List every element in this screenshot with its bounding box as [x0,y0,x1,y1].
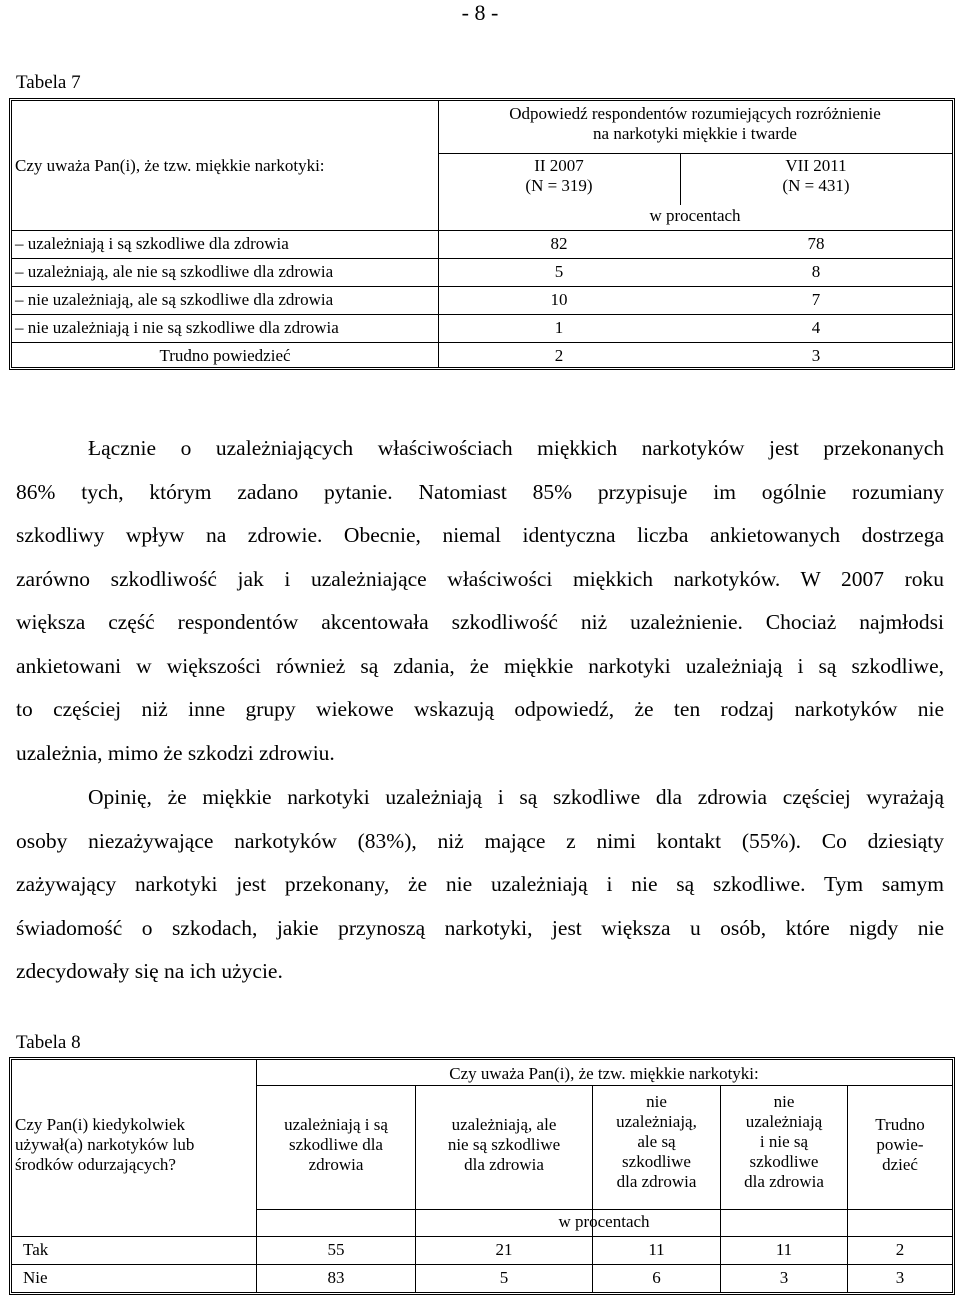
text-line: to częściej niż inne grupy wiekowe wskazują odpowiedź, że ten rodzaj narkotyków nie [16,697,944,721]
table7-row-label: Trudno powiedzieć [159,346,291,365]
table8-cell: 21 [495,1240,513,1259]
table7-col-2011: VII 2011 (N = 431) [782,156,850,195]
table7-label: Tabela 7 [16,72,81,93]
text-line: zarówno szkodliwość jak i uzależniające właściwości miękkich narkotyków. W 2007 roku [16,566,944,591]
text-line: uzależnia, mimo że szkodzi zdrowiu. [16,740,335,765]
table8-row-label: Nie [23,1268,48,1287]
table8-question: Czy uważa Pan(i), że tzw. miękkie narkotyki: [449,1064,759,1083]
table7-row-label: – uzależniają i są szkodliwe dla zdrowia [15,234,289,253]
table8-cell: 3 [895,1268,905,1287]
text-line: zdecydowały się na ich użycie. [16,959,283,983]
table8-label: Tabela 8 [16,1032,81,1053]
table7-row-label: – uzależniają, ale nie są szkodliwe dla zdrowia [15,262,334,281]
text-line: 86% tych, którym zadano pytanie. Natomiast 85% przypisuje im ogólnie rozumiany [16,479,944,504]
table8-cell: 55 [327,1240,345,1259]
table7-cell: 2 [554,346,564,365]
table8-row-label: Tak [23,1240,49,1259]
text-line: Opinię, że miękkie narkotyki uzależniają i są szkodliwe dla zdrowia częściej wyrażają [88,785,944,809]
table7-cell: 4 [811,318,821,337]
table8-unit: w procentach [558,1212,650,1231]
text-line: świadomość o szkodach, jakie przynoszą narkotyki, jest większa u osób, które nigdy nie [16,915,944,940]
table7-cell: 7 [811,290,821,309]
table7-col-2007: II 2007 (N = 319) [525,156,593,195]
table8-col-header: uzależniają, ale nie są szkodliwe dla zdrowia [447,1115,561,1174]
table8-cell: 83 [327,1268,345,1287]
paragraph-2 [16,776,944,994]
table7-cell: 78 [807,234,825,253]
table7-row-label: – nie uzależniają, ale są szkodliwe dla zdrowia [15,290,334,309]
table7-cell: 1 [554,318,564,337]
table8-cell: 11 [648,1240,665,1259]
text-line: Łącznie o uzależniających właściwościach miękkich narkotyków jest przekonanych [88,436,944,460]
table8-cell: 3 [779,1268,789,1287]
text-line: większa część respondentów akcentowała szkodliwość niż uzależnienie. Chociaż najmłodsi [16,610,944,634]
table7-cell: 8 [811,262,821,281]
paragraph-1 [16,427,944,775]
table7-cell: 82 [550,234,568,253]
table7-question: Czy uważa Pan(i), że tzw. miękkie narkotyki: [15,156,325,175]
table7-cell: 5 [554,262,564,281]
text-line: ankietowani w większości również są zdania, że miękkie narkotyki uzależniają i są szkodliwe, [16,653,944,678]
text-line: szkodliwy wpływ na zdrowie. Obecnie, niemal identyczna liczba ankietowanych dostrzega [16,523,944,547]
table8 [9,1057,954,1294]
table8-col-header: Trudno powie- dzieć [875,1115,925,1174]
table7-unit: w procentach [649,206,741,225]
table8-row-header: Czy Pan(i) kiedykolwiek używał(a) narkotyków lub środków odurzających? [15,1115,195,1174]
table7-cell: 3 [811,346,821,365]
table8-col-header: nie uzależniają, ale są szkodliwe dla zdrowia [616,1092,697,1191]
page-number: - 8 - [461,0,499,25]
table8-cell: 6 [652,1268,661,1287]
table8-cell: 11 [775,1240,793,1259]
text-line: osoby niezażywające narkotyków (83%), niż mające z nimi kontakt (55%). Co dziesiąty [16,828,944,853]
table8-col-header: nie uzależniają i nie są szkodliwe dla zdrowia [744,1092,824,1191]
table8-cell: 5 [499,1268,509,1287]
table8-col-header: uzależniają i są szkodliwe dla zdrowia [284,1115,388,1174]
table7-row-label: – nie uzależniają i nie są szkodliwe dla zdrowia [15,318,339,337]
table8-cell: 2 [895,1240,905,1259]
text-line: zażywający narkotyki jest przekonany, że nie uzależniają i nie są szkodliwe. Tym samym [16,872,944,896]
table7 [9,98,954,369]
table7-group-header: Odpowiedź respondentów rozumiejących rozróżnienie na narkotyki miękkie i twarde [509,104,881,143]
table7-cell: 10 [550,290,568,309]
